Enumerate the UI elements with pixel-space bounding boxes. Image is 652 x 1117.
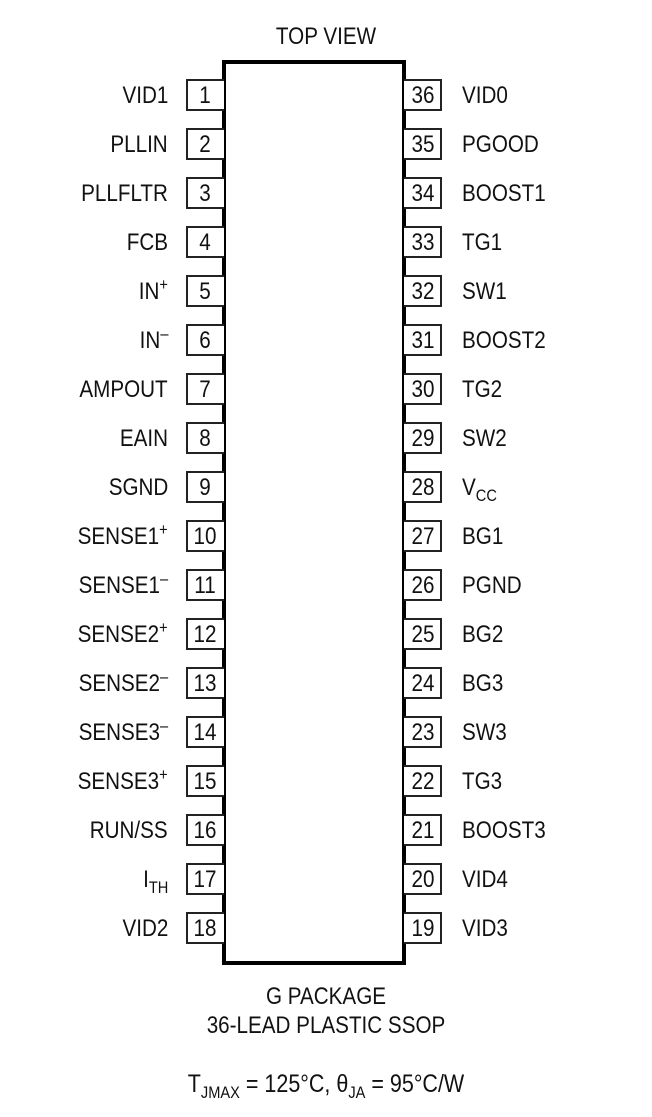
pin-11-box <box>186 569 224 601</box>
pin-9-label <box>108 476 168 500</box>
pin-29-label <box>462 427 507 451</box>
pin-name: PLLIN <box>110 131 168 158</box>
pin-24-label <box>462 672 503 696</box>
pin-name: SW2 <box>462 425 507 452</box>
pin-15-label <box>77 765 168 795</box>
pin-28-label <box>462 474 497 505</box>
pin-subscript: CC <box>475 486 497 505</box>
pin-31-label <box>462 329 546 353</box>
pin-27-label <box>462 525 503 549</box>
tjmax-value: = 125°C, <box>239 1070 337 1098</box>
pin-number: 13 <box>193 670 217 697</box>
pin-18-label <box>122 917 168 941</box>
pin-name: SENSE2 <box>77 621 160 648</box>
pin-number: 18 <box>193 915 217 942</box>
pin-name: BG2 <box>462 621 504 648</box>
pin-27-box <box>404 520 442 552</box>
pin-number: 12 <box>193 621 217 648</box>
pin-1-box <box>186 79 224 111</box>
pin-number: 4 <box>199 229 211 256</box>
pin-polarity: – <box>159 716 168 735</box>
pin-name: BOOST3 <box>462 817 546 844</box>
pin-1-label <box>122 84 168 108</box>
tjmax-subscript: JMAX <box>200 1083 240 1102</box>
pin-4-box <box>186 226 224 258</box>
pin-32-box <box>404 275 442 307</box>
pin-13-box <box>186 667 224 699</box>
pin-number: 15 <box>193 768 217 795</box>
pin-number: 9 <box>199 474 211 501</box>
pin-4-label <box>127 231 168 255</box>
pin-7-label <box>80 378 168 402</box>
pin-17-box <box>186 863 224 895</box>
pin-number: 31 <box>411 327 435 354</box>
pin-18-box <box>186 912 224 944</box>
pin-number: 24 <box>411 670 435 697</box>
pin-12-box <box>186 618 224 650</box>
pin-number: 5 <box>199 278 211 305</box>
pin-number: 22 <box>411 768 435 795</box>
pin-7-box <box>186 373 224 405</box>
pin-polarity: – <box>159 569 168 588</box>
pin-number: 6 <box>199 327 211 354</box>
pin-number: 3 <box>199 180 211 207</box>
pin-polarity: + <box>159 275 168 294</box>
pin-name: VID1 <box>122 82 168 109</box>
pin-14-box <box>186 716 224 748</box>
pin-name: TG1 <box>462 229 503 256</box>
pin-10-label <box>77 520 168 550</box>
pin-name: SENSE3 <box>78 719 160 746</box>
pin-10-box <box>186 520 224 552</box>
pin-30-label <box>462 378 502 402</box>
pin-name: VID4 <box>462 866 508 893</box>
pin-6-box <box>186 324 224 356</box>
pin-number: 14 <box>193 719 217 746</box>
pin-6-label <box>139 324 168 354</box>
pin-33-box <box>404 226 442 258</box>
pin-name: AMPOUT <box>79 376 168 403</box>
pin-number: 16 <box>193 817 217 844</box>
pin-name: BOOST1 <box>462 180 546 207</box>
pin-name: SENSE2 <box>78 670 160 697</box>
pin-23-box <box>404 716 442 748</box>
pin-name: VID3 <box>462 915 508 942</box>
pin-26-box <box>404 569 442 601</box>
pin-name: I <box>142 866 149 893</box>
pin-polarity: + <box>159 765 168 784</box>
pin-polarity: – <box>159 324 168 343</box>
pin-25-box <box>404 618 442 650</box>
pin-21-box <box>404 814 442 846</box>
package-description: 36-LEAD PLASTIC SSOP <box>206 1012 446 1039</box>
pin-subscript: TH <box>148 878 168 897</box>
pin-36-box <box>404 79 442 111</box>
pin-22-label <box>462 770 502 794</box>
pin-name: V <box>462 474 476 501</box>
pin-name: IN <box>139 327 160 354</box>
pin-28-box <box>404 471 442 503</box>
pin-number: 30 <box>411 376 435 403</box>
pin-13-label <box>78 667 168 697</box>
pin-name: VID2 <box>122 915 168 942</box>
pin-32-label <box>462 280 507 304</box>
pin-number: 11 <box>194 572 216 599</box>
pin-name: SENSE1 <box>77 523 160 550</box>
pin-14-label <box>78 716 168 746</box>
pin-16-label <box>90 819 168 843</box>
pin-name: EAIN <box>119 425 168 452</box>
pin-23-label <box>462 721 507 745</box>
pin-3-label <box>81 182 168 206</box>
pin-number: 27 <box>411 523 435 550</box>
pin-11-label <box>78 569 168 599</box>
pin-12-label <box>77 618 168 648</box>
pin-2-box <box>186 128 224 160</box>
pin-name: TG3 <box>462 768 503 795</box>
theta-subscript: JA <box>348 1083 366 1102</box>
pin-19-label <box>462 917 508 941</box>
pin-name: SENSE1 <box>78 572 160 599</box>
package-name: G PACKAGE <box>265 983 387 1010</box>
pin-name: PGOOD <box>462 131 539 158</box>
pin-number: 10 <box>193 523 217 550</box>
pin-number: 7 <box>199 376 211 403</box>
pin-3-box <box>186 177 224 209</box>
pin-name: FCB <box>126 229 168 256</box>
pin-name: BG3 <box>462 670 504 697</box>
pin-26-label <box>462 574 522 598</box>
pin-35-box <box>404 128 442 160</box>
pin-8-label <box>120 427 168 451</box>
pin-34-label <box>462 182 546 206</box>
pin-name: IN <box>138 278 160 305</box>
theta-value: = 95°C/W <box>365 1070 465 1098</box>
pin-31-box <box>404 324 442 356</box>
pin-name: VID0 <box>462 82 508 109</box>
pin-29-box <box>404 422 442 454</box>
view-title: TOP VIEW <box>275 23 377 50</box>
pin-name: SENSE3 <box>77 768 160 795</box>
pin-number: 17 <box>193 866 217 893</box>
pin-name: BG1 <box>462 523 504 550</box>
pin-20-label <box>462 868 508 892</box>
pin-2-label <box>111 133 168 157</box>
pin-16-box <box>186 814 224 846</box>
pin-21-label <box>462 819 546 843</box>
pin-number: 19 <box>411 915 435 942</box>
pin-20-box <box>404 863 442 895</box>
thermal-spec <box>46 1070 607 1102</box>
pin-number: 23 <box>411 719 435 746</box>
pin-number: 36 <box>411 82 435 109</box>
pin-polarity: + <box>159 618 168 637</box>
pin-name: RUN/SS <box>90 817 168 844</box>
pin-25-label <box>462 623 503 647</box>
pin-name: BOOST2 <box>462 327 546 354</box>
pin-number: 35 <box>411 131 435 158</box>
ic-package-body <box>222 60 406 965</box>
tjmax-symbol: T <box>187 1070 201 1098</box>
pin-name: SW3 <box>462 719 507 746</box>
pin-number: 26 <box>411 572 435 599</box>
pin-number: 8 <box>199 425 211 452</box>
pin-33-label <box>462 231 502 255</box>
pin-number: 32 <box>411 278 435 305</box>
pin-name: PLLFLTR <box>81 180 168 207</box>
pin-30-box <box>404 373 442 405</box>
pin-name: TG2 <box>462 376 503 403</box>
pin-5-label <box>138 275 168 305</box>
pin-number: 20 <box>411 866 435 893</box>
theta-symbol: θ <box>336 1070 349 1098</box>
pin-number: 25 <box>411 621 435 648</box>
pin-24-box <box>404 667 442 699</box>
pin-number: 29 <box>411 425 435 452</box>
pin-name: PGND <box>462 572 522 599</box>
pin-number: 33 <box>411 229 435 256</box>
pin-22-box <box>404 765 442 797</box>
pin-35-label <box>462 133 539 157</box>
pin-15-box <box>186 765 224 797</box>
pin-number: 21 <box>411 817 435 844</box>
pin-5-box <box>186 275 224 307</box>
pin-17-label <box>142 866 168 897</box>
pin-19-box <box>404 912 442 944</box>
pin-number: 28 <box>411 474 435 501</box>
pin-8-box <box>186 422 224 454</box>
pin-number: 34 <box>411 180 435 207</box>
pin-number: 2 <box>199 131 211 158</box>
pin-name: SGND <box>108 474 168 501</box>
pin-9-box <box>186 471 224 503</box>
pin-polarity: – <box>159 667 168 686</box>
pin-name: SW1 <box>462 278 507 305</box>
pin-number: 1 <box>199 82 211 109</box>
pin-polarity: + <box>159 520 168 539</box>
pin-36-label <box>462 84 508 108</box>
pin-34-box <box>404 177 442 209</box>
